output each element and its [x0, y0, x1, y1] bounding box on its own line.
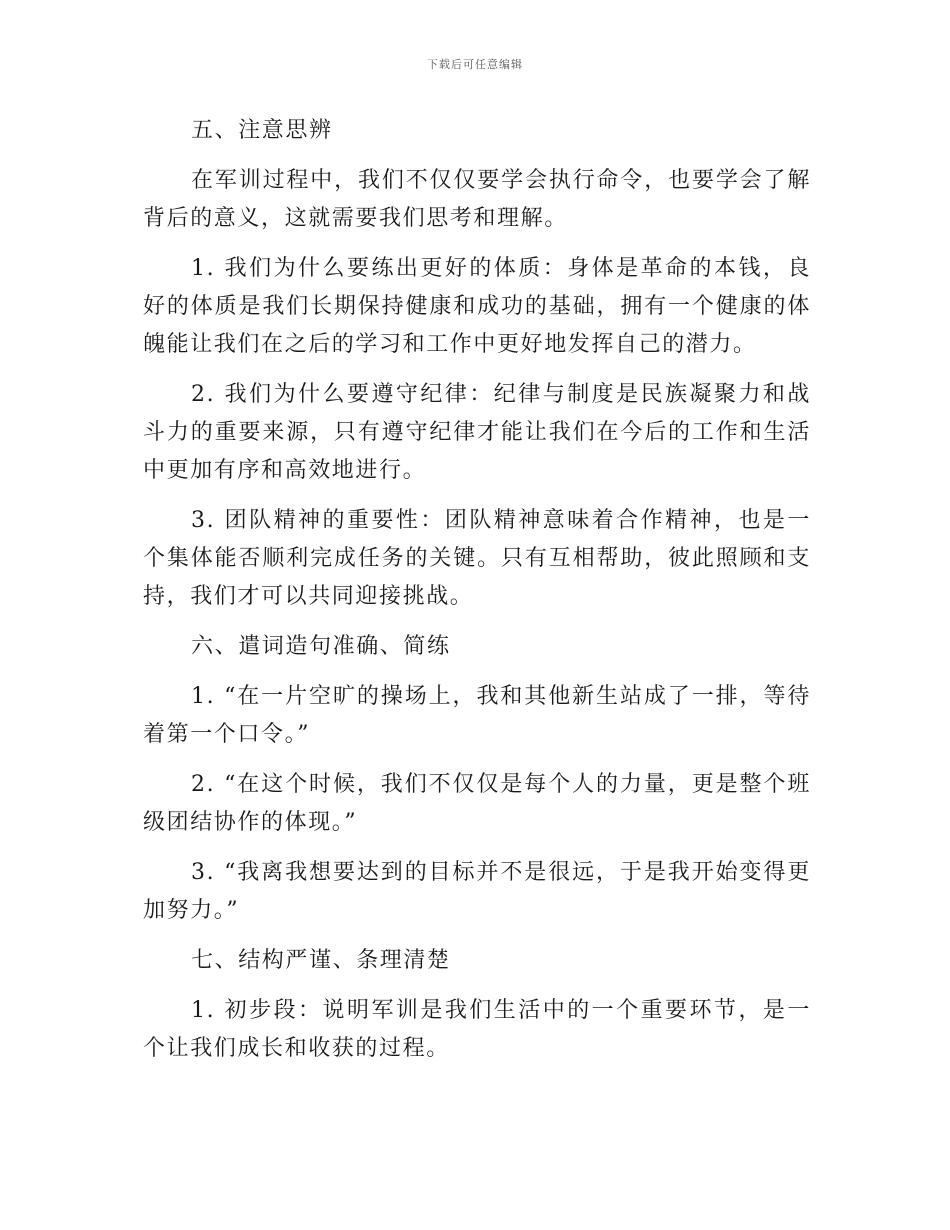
body-paragraph: 在军训过程中，我们不仅仅要学会执行命令，也要学会了解背后的意义，这就需要我们思考和理解。: [143, 168, 811, 231]
list-item: 2. “在这个时候，我们不仅仅是每个人的力量，更是整个班级团结协作的体现。”: [143, 772, 811, 835]
list-item: 2. 我们为什么要遵守纪律：纪律与制度是民族凝聚力和战斗力的重要来源，只有遵守纪律才能让我们在今后的工作和生活中更加有序和高效地进行。: [143, 382, 811, 483]
list-item: 3. 团队精神的重要性：团队精神意味着合作精神，也是一个集体能否顺利完成任务的关键。只有互相帮助，彼此照顾和支持，我们才可以共同迎接挑战。: [143, 508, 811, 609]
list-item: 3. “我离我想要达到的目标并不是很远，于是我开始变得更加努力。”: [143, 860, 811, 923]
document-body: [143, 112, 811, 1080]
page-header: 下载后可任意编辑: [427, 58, 523, 71]
section-heading: 六、遣词造句准确、简练: [191, 634, 451, 659]
list-item: 1. 初步段：说明军训是我们生活中的一个重要环节，是一个让我们成长和收获的过程。: [143, 998, 811, 1061]
list-item: 1. “在一片空旷的操场上，我和其他新生站成了一排，等待着第一个口令。”: [143, 684, 811, 747]
section-heading: 五、注意思辨: [191, 118, 333, 143]
section-heading: 七、结构严谨、条理清楚: [191, 948, 451, 973]
list-item: 1. 我们为什么要练出更好的体质：身体是革命的本钱，良好的体质是我们长期保持健康和成功的基础，拥有一个健康的体魄能让我们在之后的学习和工作中更好地发挥自己的潜力。: [143, 256, 811, 357]
